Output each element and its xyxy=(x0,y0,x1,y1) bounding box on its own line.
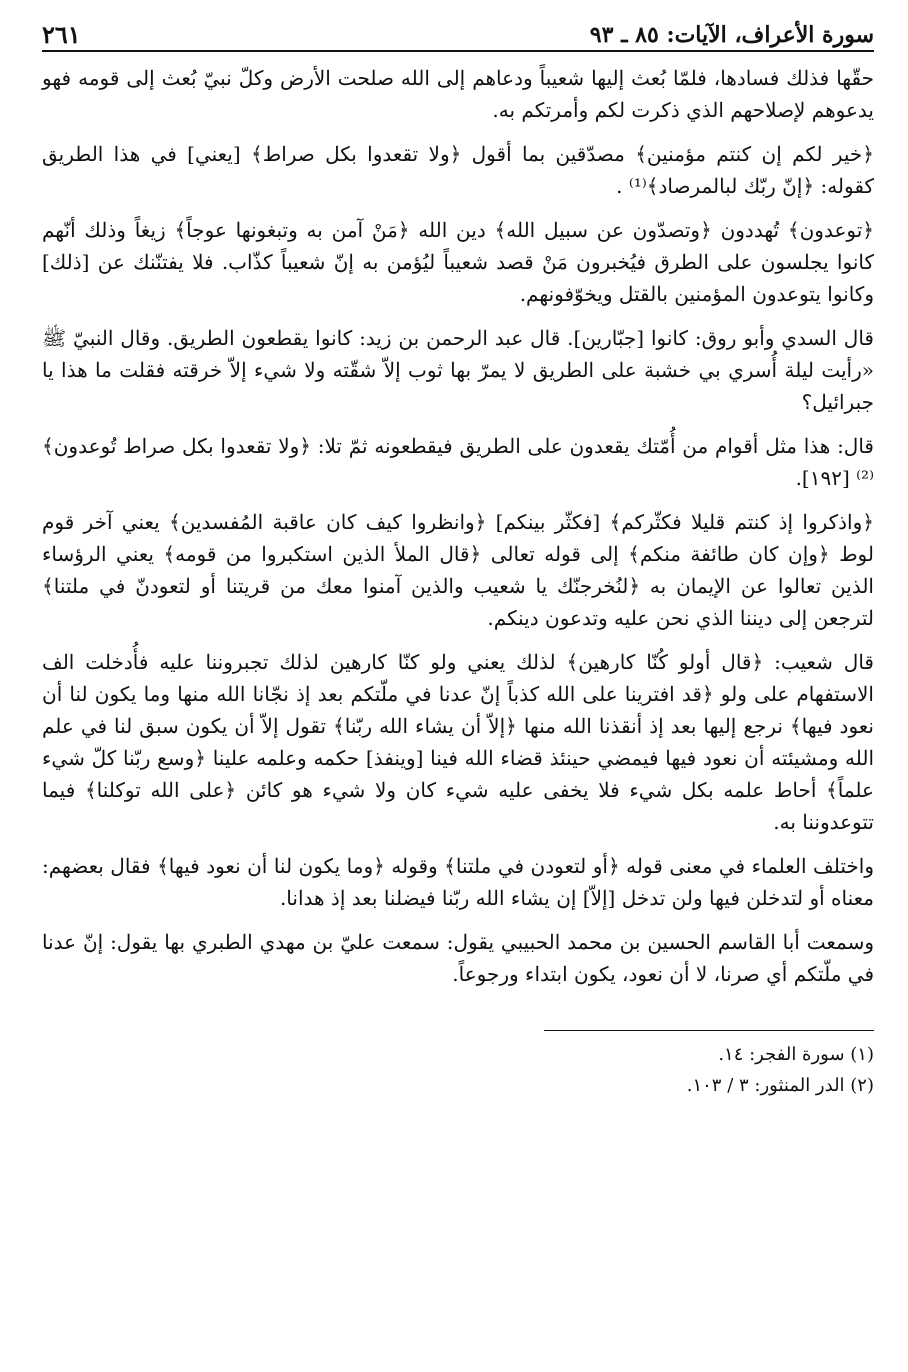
main-text xyxy=(42,62,874,990)
paragraph: ﴿واذكروا إذ كنتم قليلا فكثّركم﴾ [فكثّر بينكم] ﴿وانظروا كيف كان عاقبة المُفسدين﴾ يعني آخر قوم لوط ﴿وإن كان طائفة منكم﴾ إلى قوله تعالى ﴿قال الملأ الذين استكبروا من قومه﴾ يعني الرؤساء الذين تعالوا عن الإيمان به ﴿لنُخرجنّك يا شعيب والذين آمنوا معك من قريتنا أو لتعودنّ في ملتنا﴾ لترجعن إلى ديننا الذي نحن عليه وتدعون دينكم. xyxy=(42,510,874,630)
paragraph: حقّها فذلك فسادها، فلمّا بُعث إليها شعيباً ودعاهم إلى الله صلحت الأرض وكلّ نبيّ بُعث إلى قومه فهو يدعوهم لإصلاحهم الذي ذكرت لكم وأمرتكم به. xyxy=(42,66,874,122)
footnote: (٢) الدر المنثور: ٣ / ١٠٣. xyxy=(686,1075,874,1096)
paragraph: قال شعيب: ﴿قال أولو كُنّا كارهين﴾ لذلك يعني ولو كنّا كارهين لذلك تجبروننا عليه فأُدخلت الف الاستفهام على ولو ﴿قد افترينا على الله كذباً إنّ عدنا في ملّتكم بعد إذ نجّانا الله منها وما يكون لنا أن نعود فيها﴾ نرجع إليها بعد إذ أنقذنا الله منها ﴿إلاّ أن يشاء الله ربّنا﴾ تقول إلاّ أن يكون سبق لنا في علم الله ومشيئته أن نعود فيها فيمضي حينئذ قضاء الله فينا [وينفذ] حكمه وعلمه علينا ﴿وسع ربّنا كلّ شيء علماً﴾ أحاط علمه بكل شيء فلا يخفى عليه شيء كان ولا شيء هو كائن ﴿على الله توكلنا﴾ فيما تتوعدوننا به. xyxy=(42,650,874,834)
footnotes xyxy=(42,1039,874,1101)
footnote-separator xyxy=(544,1030,874,1031)
paragraph: واختلف العلماء في معنى قوله ﴿أو لتعودن في ملتنا﴾ وقوله ﴿وما يكون لنا أن نعود فيها﴾ فقال بعضهم: معناه أو لتدخلن فيها ولن تدخل [إلاّ] إن يشاء الله ربّنا فيضلنا بعد إذ هدانا. xyxy=(42,854,874,910)
header-rule xyxy=(42,50,874,52)
paragraph: قال السدي وأبو روق: كانوا [جبّارين]. قال عبد الرحمن بن زيد: كانوا يقطعون الطريق. وقال النبيّ ﷺ «رأيت ليلة أُسري بي خشبة على الطريق لا يمرّ بها ثوب إلاّ شقّته ولا شيء إلاّ خرقته فقلت ما هذا يا جبرائيل؟ xyxy=(42,326,874,414)
footnote: (١) سورة الفجر: ١٤. xyxy=(718,1044,874,1065)
paragraph: وسمعت أبا القاسم الحسين بن محمد الحبيبي يقول: سمعت عليّ بن مهدي الطبري بها يقول: إنّ عدنا في ملّتكم أي صرنا، لا أن نعود، يكون ابتداء ورجوعاً. xyxy=(42,930,874,986)
page-header xyxy=(42,14,874,50)
page-number: ٢٦١ xyxy=(42,20,81,49)
paragraph: قال: هذا مثل أقوام من أُمّتك يقعدون على الطريق فيقطعونه ثمّ تلا: ﴿ولا تقعدوا بكل صراط تُوعدون﴾⁽²⁾ [١٩٢]. xyxy=(42,434,874,490)
paragraph: ﴿خير لكم إن كنتم مؤمنين﴾ مصدّقين بما أقول ﴿ولا تقعدوا بكل صراط﴾ [يعني] في هذا الطريق كقوله: ﴿إنّ ربّك لبالمرصاد﴾⁽¹⁾ . xyxy=(42,142,874,198)
surah-title: سورة الأعراف، الآيات: ٨٥ ـ ٩٣ xyxy=(589,22,874,48)
paragraph: ﴿توعدون﴾ تُهددون ﴿وتصدّون عن سبيل الله﴾ دين الله ﴿مَنْ آمن به وتبغونها عوجاً﴾ زيغاً وذلك أنّهم كانوا يجلسون على الطرق فيُخبرون مَنْ قصد شعيباً ليُؤمن به إنّ شعيباً كذّاب. فلا يفتنّنك عن [ذلك] وكانوا يتوعدون المؤمنين بالقتل ويخوّفونهم. xyxy=(42,218,874,306)
